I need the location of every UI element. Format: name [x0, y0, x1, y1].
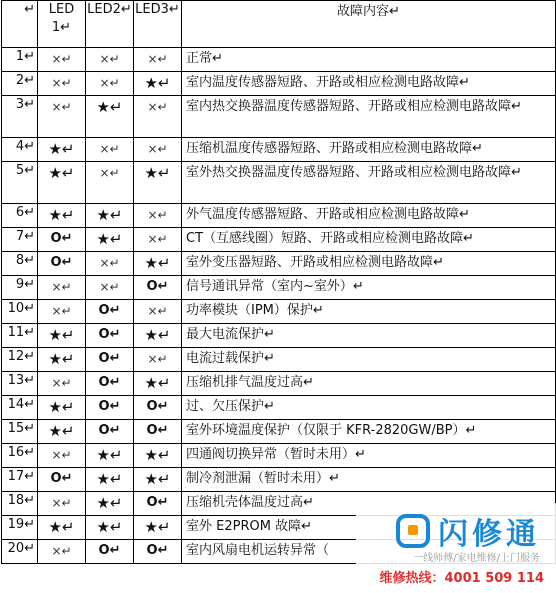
led3-status: O↵ — [134, 396, 182, 420]
led2-status: ★↵ — [86, 468, 134, 492]
led2-status: ×↵ — [86, 138, 134, 162]
fault-description: 室内热交换器温度传感器短路、开路或相应检测电路故障↵ — [182, 96, 556, 138]
row-number: 2↵ — [2, 72, 38, 96]
header-led3: LED3↵ — [134, 1, 182, 48]
row-number: 18↵ — [2, 492, 38, 516]
led2-status: O↵ — [86, 300, 134, 324]
led2-status: ★↵ — [86, 492, 134, 516]
fault-description: 室外热交换器温度传感器短路、开路或相应检测电路故障↵ — [182, 162, 556, 204]
led2-status: O↵ — [86, 396, 134, 420]
led2-status: ×↵ — [86, 276, 134, 300]
led2-status: ★↵ — [86, 228, 134, 252]
table-row — [2, 444, 556, 468]
watermark-logo — [396, 509, 540, 553]
table-row — [2, 300, 556, 324]
fault-description: 压缩机壳体温度过高↵ — [182, 492, 556, 516]
row-number: 4↵ — [2, 138, 38, 162]
led1-status: O↵ — [38, 228, 86, 252]
header-led1-line1: LED — [48, 2, 75, 17]
table-row — [2, 372, 556, 396]
row-number: 7↵ — [2, 228, 38, 252]
led1-status: O↵ — [38, 252, 86, 276]
fault-description: 制冷剂泄漏（暂时未用）↵ — [182, 468, 556, 492]
led3-status: O↵ — [134, 540, 182, 564]
led1-status: ×↵ — [38, 276, 86, 300]
fault-description: 正常↵ — [182, 48, 556, 72]
row-number: 20↵ — [2, 540, 38, 564]
row-number: 1↵ — [2, 48, 38, 72]
fault-description: 外气温度传感器短路、开路或相应检测电路故障↵ — [182, 204, 556, 228]
table-row — [2, 420, 556, 444]
header-led1-line2: 1↵ — [51, 20, 72, 35]
led1-status: ★↵ — [38, 162, 86, 204]
row-number: 10↵ — [2, 300, 38, 324]
led3-status: O↵ — [134, 276, 182, 300]
table-row — [2, 228, 556, 252]
led2-status: O↵ — [86, 324, 134, 348]
watermark-brand: 闪修通 — [438, 517, 540, 552]
led3-status: O↵ — [134, 420, 182, 444]
fault-description: 压缩机排气温度过高↵ — [182, 372, 556, 396]
fault-description: 室内温度传感器短路、开路或相应检测电路故障↵ — [182, 72, 556, 96]
led1-status: ×↵ — [38, 72, 86, 96]
led1-status: ×↵ — [38, 444, 86, 468]
header-row — [2, 1, 556, 48]
row-number: 15↵ — [2, 420, 38, 444]
led1-status: ★↵ — [38, 348, 86, 372]
led3-status: ×↵ — [134, 138, 182, 162]
led2-status: O↵ — [86, 372, 134, 396]
led3-status: ★↵ — [134, 372, 182, 396]
led3-status: O↵ — [134, 492, 182, 516]
led2-status: ★↵ — [86, 204, 134, 228]
header-num: ↵ — [2, 1, 38, 48]
fault-description: 四通阀切换异常（暂时未用）↵ — [182, 444, 556, 468]
led1-status: ★↵ — [38, 420, 86, 444]
row-number: 16↵ — [2, 444, 38, 468]
fault-description: 电流过载保护↵ — [182, 348, 556, 372]
row-number: 12↵ — [2, 348, 38, 372]
table-row — [2, 48, 556, 72]
led1-status: ★↵ — [38, 138, 86, 162]
led1-status: ×↵ — [38, 96, 86, 138]
row-number: 13↵ — [2, 372, 38, 396]
fault-code-table — [1, 0, 556, 564]
led2-status: O↵ — [86, 348, 134, 372]
table-row — [2, 138, 556, 162]
brand-logo-icon — [396, 514, 430, 548]
table-row — [2, 324, 556, 348]
led1-status: ×↵ — [38, 540, 86, 564]
fault-description: 室外 E2PROM 故障↵ — [182, 516, 556, 540]
header-led1 — [38, 1, 86, 48]
led3-status: ×↵ — [134, 348, 182, 372]
led3-status: ×↵ — [134, 228, 182, 252]
led3-status: ×↵ — [134, 204, 182, 228]
fault-description: 过、欠压保护↵ — [182, 396, 556, 420]
table-row — [2, 204, 556, 228]
fault-description: 室外变压器短路、开路或相应检测电路故障↵ — [182, 252, 556, 276]
watermark — [356, 503, 556, 593]
table-row — [2, 162, 556, 204]
row-number: 14↵ — [2, 396, 38, 420]
led1-status: ★↵ — [38, 204, 86, 228]
led2-status: ×↵ — [86, 252, 134, 276]
header-led2: LED2↵ — [86, 1, 134, 48]
fault-description: CT（互感线圈）短路、开路或相应检测电路故障↵ — [182, 228, 556, 252]
row-number: 11↵ — [2, 324, 38, 348]
led3-status: ×↵ — [134, 300, 182, 324]
watermark-tagline: 一线师傅/家电维修/上门服务 — [413, 553, 540, 564]
led2-status: O↵ — [86, 420, 134, 444]
row-number: 6↵ — [2, 204, 38, 228]
led2-status: O↵ — [86, 540, 134, 564]
led3-status: ×↵ — [134, 48, 182, 72]
watermark-hotline: 维修热线：4001 509 114 — [379, 571, 544, 586]
led3-status: ×↵ — [134, 96, 182, 138]
table-row — [2, 396, 556, 420]
row-number: 8↵ — [2, 252, 38, 276]
table-row — [2, 252, 556, 276]
row-number: 17↵ — [2, 468, 38, 492]
led1-status: ×↵ — [38, 300, 86, 324]
led1-status: ★↵ — [38, 516, 86, 540]
table-row — [2, 468, 556, 492]
led2-status: ★↵ — [86, 516, 134, 540]
led2-status: ★↵ — [86, 96, 134, 138]
led2-status: ×↵ — [86, 162, 134, 204]
led2-status: ★↵ — [86, 444, 134, 468]
row-number: 3↵ — [2, 96, 38, 138]
fault-description: 室内风扇电机运转异常（ — [182, 540, 556, 564]
fault-description: 室外环境温度保护（仅限于 KFR-2820GW/BP）↵ — [182, 420, 556, 444]
led3-status: ★↵ — [134, 324, 182, 348]
led3-status: ★↵ — [134, 72, 182, 96]
fault-description: 功率模块（IPM）保护↵ — [182, 300, 556, 324]
led3-status: ★↵ — [134, 516, 182, 540]
led3-status: ★↵ — [134, 252, 182, 276]
row-number: 9↵ — [2, 276, 38, 300]
fault-description: 压缩机温度传感器短路、开路或相应检测电路故障↵ — [182, 138, 556, 162]
led1-status: ★↵ — [38, 324, 86, 348]
fault-description: 最大电流保护↵ — [182, 324, 556, 348]
led3-status: ★↵ — [134, 162, 182, 204]
led1-status: ×↵ — [38, 492, 86, 516]
fault-description: 信号通讯异常（室内~室外）↵ — [182, 276, 556, 300]
led2-status: ×↵ — [86, 48, 134, 72]
table-row — [2, 276, 556, 300]
led1-status: O↵ — [38, 468, 86, 492]
led1-status: ×↵ — [38, 372, 86, 396]
table-row — [2, 96, 556, 138]
row-number: 19↵ — [2, 516, 38, 540]
led1-status: ×↵ — [38, 48, 86, 72]
header-fault: 故障内容↵ — [182, 1, 556, 48]
led1-status: ★↵ — [38, 396, 86, 420]
led2-status: ×↵ — [86, 72, 134, 96]
led3-status: ★↵ — [134, 468, 182, 492]
table-row — [2, 348, 556, 372]
table-row — [2, 72, 556, 96]
led3-status: ★↵ — [134, 444, 182, 468]
row-number: 5↵ — [2, 162, 38, 204]
